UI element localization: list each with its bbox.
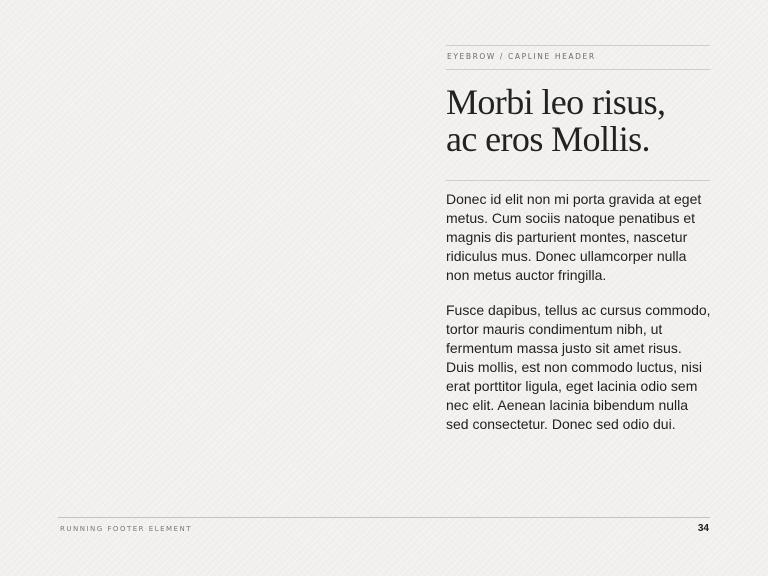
page-number: 34 <box>697 523 709 534</box>
running-footer: RUNNING FOOTER ELEMENT <box>60 525 192 533</box>
body-paragraph-2: Fusce dapibus, tellus ac cursus commodo, tortor mauris condimentum nibh, ut fermentum massa justo sit amet risus. Duis mollis, est non commodo luctus, nisi erat porttitor ligula, eget lacinia odio sem nec elit. Aenean lacinia bibendum nulla sed consectetur. Donec sed odio dui. <box>446 302 711 432</box>
top-divider <box>446 45 710 46</box>
eyebrow-divider <box>446 69 710 70</box>
title-line-2: ac eros Mollis. <box>446 119 650 159</box>
page-title <box>446 84 716 158</box>
eyebrow-header: EYEBROW / CAPLINE HEADER <box>447 52 596 61</box>
title-line-1: Morbi leo risus, <box>446 82 666 122</box>
body-paragraph-1: Donec id elit non mi porta gravida at eget metus. Cum sociis natoque penatibus et magnis dis parturient montes, nascetur ridiculus mus. Donec ullamcorper nulla non metus auctor fringilla. <box>446 191 702 283</box>
headline-divider <box>446 180 710 181</box>
body-copy <box>446 190 712 450</box>
footer-divider <box>58 517 710 518</box>
